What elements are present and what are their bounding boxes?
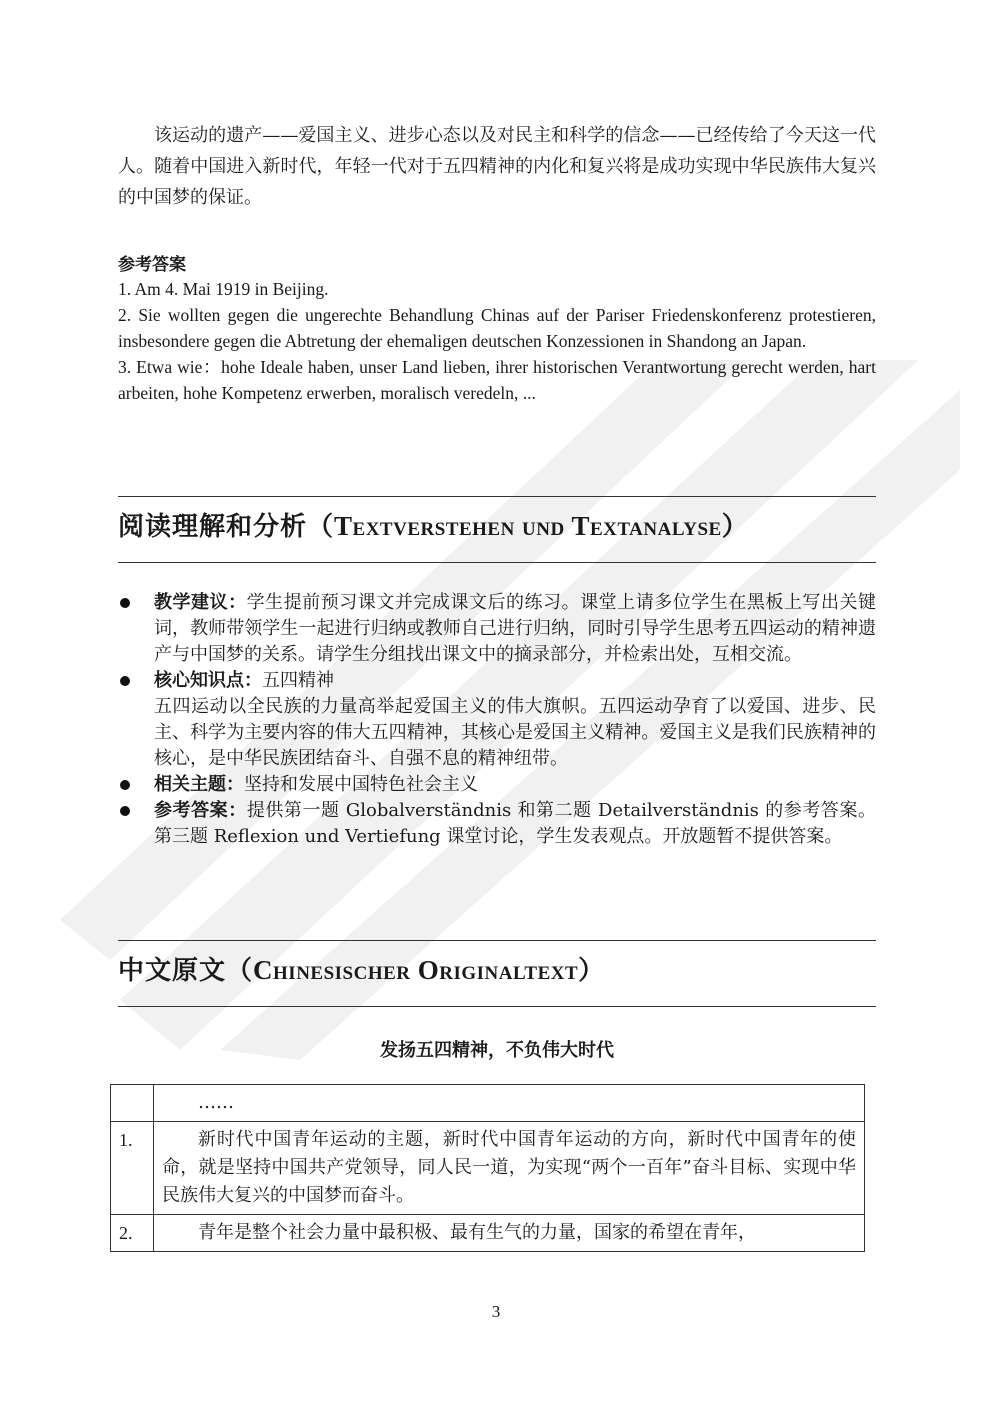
section1-heading: 阅读理解和分析（Textverstehen und Textanalyse） [118, 511, 749, 542]
bullet-dot [120, 780, 130, 790]
intro-paragraph: 该运动的遗产——爱国主义、进步心态以及对民主和科学的信念——已经传给了今天这一代人。随着中国进入新时代，年轻一代对于五四精神的内化和复兴将是成功实现中华民族伟大复兴的中国梦的保证。 [118, 125, 876, 208]
core-knowledge-text: 五四运动以全民族的力量高举起爱国主义的伟大旗帜。五四运动孕育了以爱国、进步、民主、科学为主要内容的伟大五四精神，其核心是爱国主义精神。爱国主义是我们民族精神的核心，是中华民族团结奋斗、自强不息的精神纽带。 [154, 696, 876, 769]
section2-title-de: Chinesischer Originaltext [253, 955, 579, 985]
answer-item-3: 3. Etwa wie：hohe Ideale haben, unser Land lieben, ihrer historischen Verantwortung gerecht werden, hart arbeiten, hohe Kompetenz erwerben, moralisch veredeln, ... [118, 357, 876, 403]
section2-title-cn: 中文原文 [118, 956, 227, 986]
source-text-table [110, 1084, 865, 1252]
bullet-dot [120, 598, 130, 608]
section1-top-rule [118, 496, 876, 497]
teaching-notes-list [118, 590, 876, 850]
list-item: 参考答案：提供第一题 Globalverständnis 和第二题 Detailverständnis 的参考答案。第三题 Reflexion und Vertiefung 课堂讨论，学生发表观点。开放题暂不提供答案。 [118, 798, 876, 850]
bullet-dot [120, 806, 130, 816]
table-row [111, 1085, 865, 1122]
row-number [111, 1085, 154, 1122]
row-text: 青年是整个社会力量中最积极、最有生气的力量，国家的希望在青年， [154, 1215, 865, 1252]
table-row [111, 1122, 865, 1215]
answer-item-2: 2. Sie wollten gegen die ungerechte Behandlung Chinas auf der Pariser Friedenskonferenz protestieren, insbesondere gegen die Abtretung der ehemaligen deutschen Konzessionen in Shandong an Japan. [118, 305, 876, 351]
page-number: 3 [491, 1302, 501, 1321]
source-title: 发扬五四精神，不负伟大时代 [380, 1040, 614, 1061]
list-item: 核心知识点：五四精神 五四运动以全民族的力量高举起爱国主义的伟大旗帜。五四运动孕育了以爱国、进步、民主、科学为主要内容的伟大五四精神，其核心是爱国主义精神。爱国主义是我们民族精神的核心，是中华民族团结奋斗、自强不息的精神纽带。 [118, 668, 876, 772]
bullet-dot [120, 676, 130, 686]
row-text: 新时代中国青年运动的主题，新时代中国青年运动的方向，新时代中国青年的使命，就是坚持中国共产党领导，同人民一道，为实现“两个一百年”奋斗目标、实现中华民族伟大复兴的中国梦而奋斗。 [154, 1122, 865, 1215]
row-number: 2. [111, 1215, 154, 1252]
table-row [111, 1215, 865, 1252]
row-text: …… [154, 1085, 865, 1122]
section1-bottom-rule [118, 562, 876, 563]
section1-title-cn: 阅读理解和分析 [118, 512, 308, 542]
list-item: 相关主题：坚持和发展中国特色社会主义 [118, 772, 876, 798]
list-item: 教学建议：学生提前预习课文并完成课文后的练习。课堂上请多位学生在黑板上写出关键词，教师带领学生一起进行归纳或教师自己进行归纳，同时引导学生思考五四运动的精神遗产与中国梦的关系。请学生分组找出课文中的摘录部分，并检索出处，互相交流。 [118, 590, 876, 668]
section2-bottom-rule [118, 1006, 876, 1007]
section1-title-de: Textverstehen und Textanalyse [334, 511, 722, 541]
answer-item-1: 1. Am 4. Mai 1919 in Beijing. [118, 279, 329, 299]
section2-heading: 中文原文（Chinesischer Originaltext） [118, 955, 606, 986]
answer-title: 参考答案 [118, 255, 186, 275]
section2-top-rule [118, 940, 876, 941]
row-number: 1. [111, 1122, 154, 1215]
answer-list [118, 276, 876, 406]
